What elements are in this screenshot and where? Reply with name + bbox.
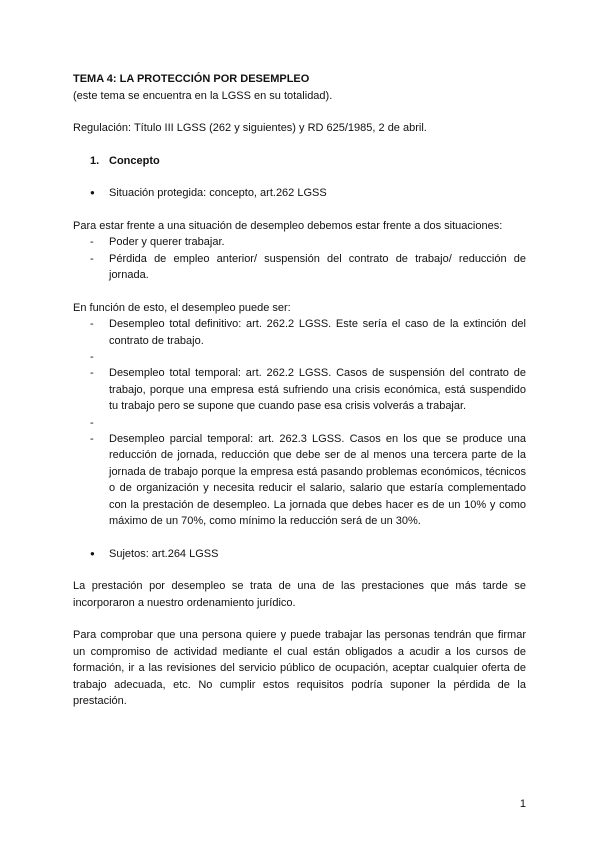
paragraph-tipos-desempleo: En función de esto, el desempleo puede ser:: [73, 301, 291, 314]
section-title: Concepto: [109, 154, 160, 167]
list-item: - Desempleo total temporal: art. 262.2 LGSS. Casos de suspensión del contrato de trabajo, porque una empresa está sufriendo una crisis económica, está suspendido tu trabajo pero se supone que cuando pase esa crisis volverás a trabajar.: [73, 365, 526, 415]
document-title: TEMA 4: LA PROTECCIÓN POR DESEMPLEO: [73, 73, 310, 85]
list-tipos-desempleo: [73, 316, 526, 530]
regulation-line: Regulación: Título III LGSS (262 y siguientes) y RD 625/1985, 2 de abril.: [73, 122, 427, 134]
list-item: - Desempleo total definitivo: art. 262.2 LGSS. Este sería el caso de la extinción del contrato de trabajo.: [73, 316, 526, 349]
paragraph-compromiso: Para comprobar que una persona quiere y puede trabajar las personas tendrán que firmar un compromiso de actividad mediante el cual están obligados a acudir a los cursos de formación, ir a las revisiones del servicio público de ocupación, aceptar cualquier oferta de trabajo adecuada, etc. No cumplir estos requisitos podría suponer la pérdida de la prestación.: [73, 629, 526, 707]
list-situaciones: [73, 234, 526, 284]
list-item: - Desempleo parcial temporal: art. 262.3 LGSS. Casos en los que se produce una reducción de jornada, reducción que debe ser de al menos una tercera parte de la jornada de trabajo porque la empresa está pasando problemas económicos, técnicos o de organización y necesita reducir el salario, salario que estaría complementado con la prestación de desempleo. La jornada que debes hacer es de un 10% y como máximo de un 70%, como mínimo la reducción será de un 30%.: [73, 431, 526, 530]
paragraph-prestacion: La prestación por desempleo se trata de una de las prestaciones que más tarde se incorporaron a nuestro ordenamiento jurídico.: [73, 580, 526, 609]
bullet-situacion-protegida: ● Situación protegida: concepto, art.262 LGSS: [90, 185, 526, 202]
list-item: - Poder y querer trabajar.: [73, 234, 526, 251]
page-number: 1: [519, 798, 526, 810]
document-subtitle: (este tema se encuentra en la LGSS en su totalidad).: [73, 89, 333, 102]
section-heading: [90, 153, 526, 170]
section-number: 1.: [90, 154, 100, 167]
paragraph-situaciones: Para estar frente a una situación de desempleo debemos estar frente a dos situaciones:: [73, 219, 503, 232]
list-item: - Pérdida de empleo anterior/ suspensión del contrato de trabajo/ reducción de jornada.: [73, 251, 526, 284]
bullet-sujetos: ● Sujetos: art.264 LGSS: [90, 546, 526, 563]
